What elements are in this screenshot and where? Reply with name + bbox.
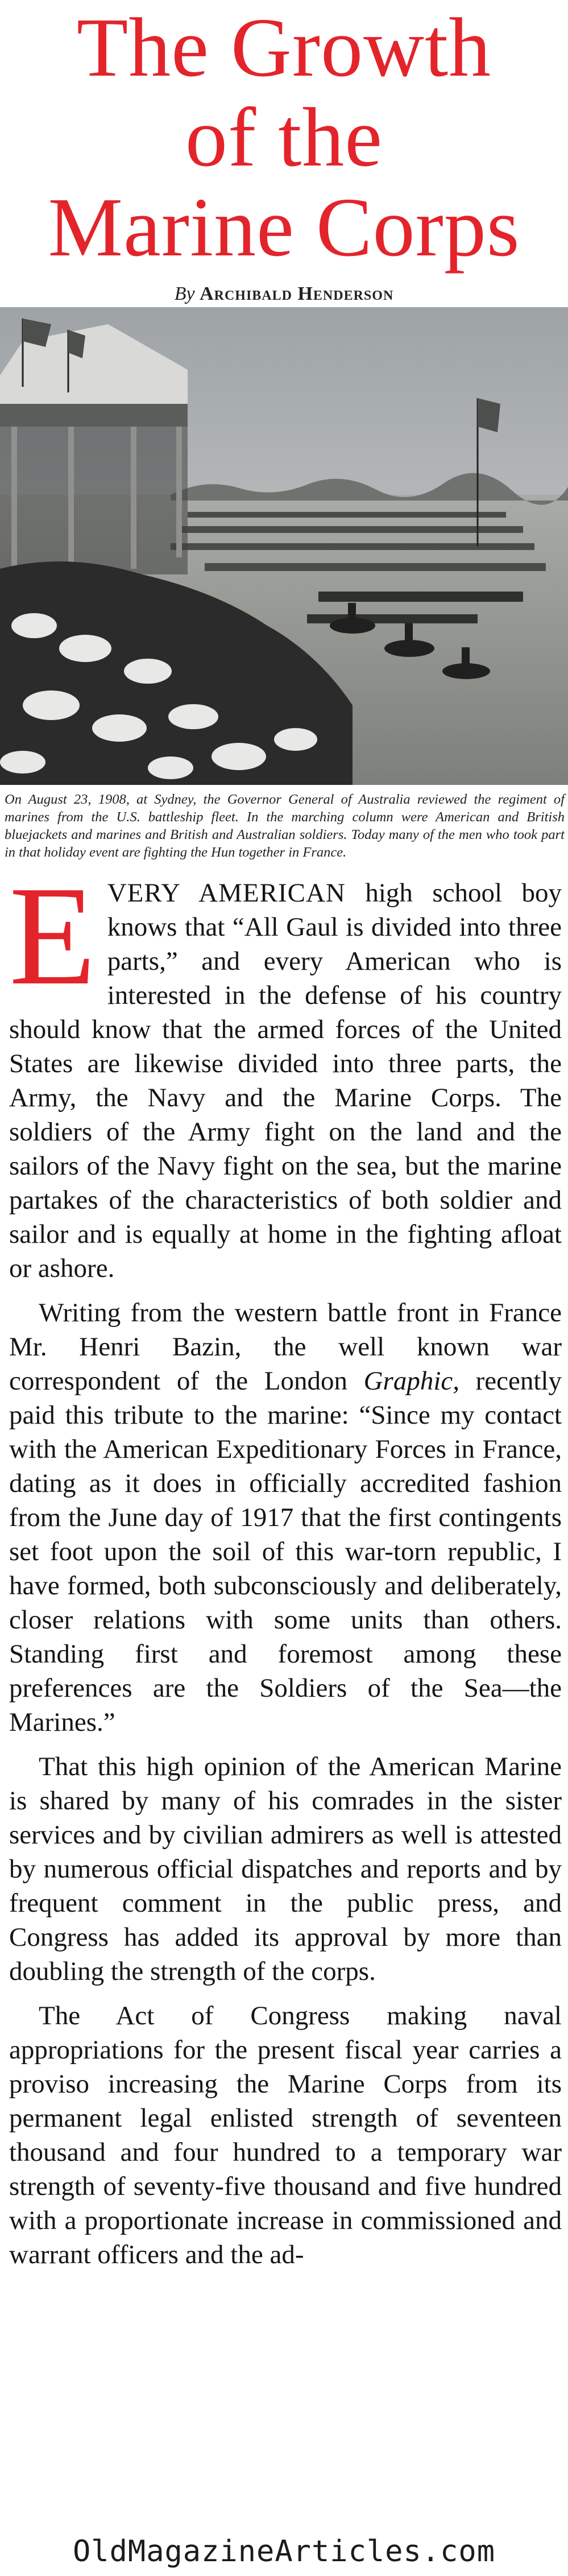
paragraph-1-lead: VERY AMERICAN: [107, 878, 346, 908]
paragraph-3: That this high opinion of the American Marine is shared by many of his comrades in the sister services and by civilian admirers as well is attested by numerous official dispatches and reports and by frequent comment in the public press, and Congress has added its approval by more than doubling the strength of the corps.: [9, 1752, 562, 1986]
byline-author: Archibald Henderson: [200, 283, 394, 304]
title-line-2: of the: [185, 91, 383, 184]
title-line-1: The Growth: [76, 1, 492, 94]
paragraph-2-end: recently paid this tribute to the marine: “Since my contact with the American Expeditionary Forces in France, dating as it does in officially accredited fashion from the June day of 1917 that the first contingents set foot upon the soil of this war-torn republic, I have formed, both subconsciously and deliberately, closer relations with some units than others. Standing first and foremost among these preferences are the Soldiers of the Sea—the Marines.”: [9, 1366, 562, 1737]
review-photograph: [0, 307, 568, 785]
paragraph-4: The Act of Congress making naval appropriations for the present fiscal year carries a proviso increasing the Marine Corps from its permanent legal enlisted strength of seventeen thousand and four hundred to a temporary war strength of seventy-five thousand and five hundred with a proportionate increase in commissioned and warrant officers and the ad-: [9, 2001, 562, 2269]
article-body: [9, 857, 562, 2282]
title-line-3: Marine Corps: [48, 181, 520, 274]
photograph-illustration: [0, 307, 568, 785]
drop-cap: E: [9, 857, 96, 1015]
photo-caption: On August 23, 1908, at Sydney, the Governor General of Australia reviewed the regiment of marines from the U.S. battleship fleet. In the marching column were American and British bluejackets and marines and British and Australian soldiers. Today many of the men who took part in that holiday event are fighting the Hun together in France.: [5, 792, 565, 860]
byline: [0, 283, 568, 305]
source-footer: OldMagazineArticles.com: [72, 2534, 496, 2569]
paragraph-2: [9, 1296, 562, 1739]
paragraph-2-start: Writing from the western battle front in France Mr. Henri Bazin, the well known war correspondent of the London: [9, 1298, 562, 1396]
paragraph-2-publication: Graphic,: [363, 1366, 459, 1396]
paragraph-1-text: high school boy knows that “All Gaul is divided into three parts,” and every American who is interested in the defense of his country should know that the armed forces of the United States are likewise divided into three parts, the Army, the Navy and the Marine Corps. The soldiers of the Army fight on the land and the sailors of the Navy fight on the sea, but the marine partakes of the characteristics of both soldier and sailor and is equally at home in the fighting afloat or ashore.: [9, 878, 562, 1283]
byline-prefix: By: [174, 283, 195, 304]
paragraph-1: [9, 857, 562, 1285]
